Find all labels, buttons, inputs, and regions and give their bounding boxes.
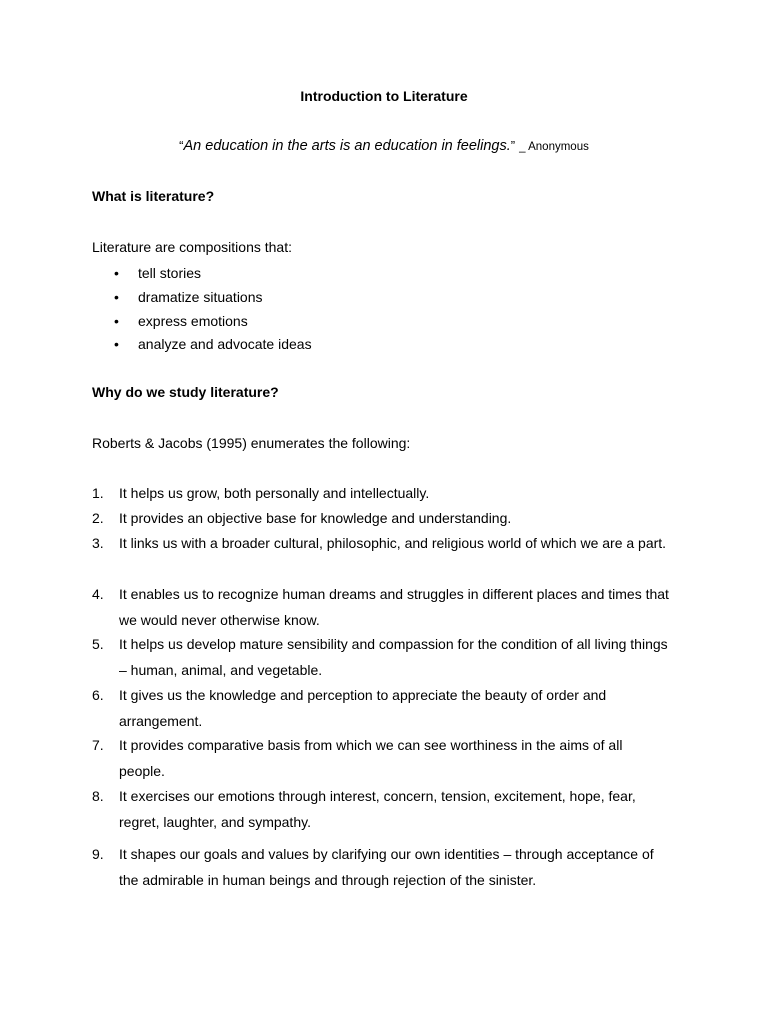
numbered-item (92, 582, 672, 633)
item-number: 7. (92, 737, 104, 753)
item-text: It helps us grow, both personally and intellectually. (119, 485, 430, 501)
numbered-item (92, 733, 672, 784)
bullet-symbol: • (114, 265, 119, 281)
bullet-text: tell stories (138, 265, 202, 281)
item-text: It exercises our emotions through interest, concern, tension, excitement, hope, fear, regret, laughter, and sympathy. (119, 788, 636, 830)
item-text: It shapes our goals and values by clarifying our own identities – through acceptance of the admirable in human beings and through rejection of the sinister. (119, 846, 654, 888)
quote-open-mark: “ (179, 138, 184, 153)
item-text: It links us with a broader cultural, philosophic, and religious world of which we are a part. (119, 535, 667, 551)
numbered-item (92, 784, 672, 835)
bullet-symbol: • (114, 313, 119, 329)
numbered-item (92, 481, 672, 507)
section-intro-what: Literature are compositions that: (92, 239, 292, 255)
item-number: 1. (92, 485, 104, 501)
bullet-item (114, 334, 312, 354)
bullet-symbol: • (114, 336, 119, 352)
item-text: It provides comparative basis from which we can see worthiness in the aims of all people. (119, 737, 623, 779)
item-text: It gives us the knowledge and perception to appreciate the beauty of order and arrangement. (119, 687, 607, 729)
item-text: It provides an objective base for knowledge and understanding. (119, 510, 512, 526)
bullet-item (114, 311, 248, 331)
numbered-item (92, 842, 672, 893)
numbered-item (92, 506, 672, 532)
item-number: 5. (92, 636, 104, 652)
numbered-item (92, 632, 672, 683)
bullet-symbol: • (114, 289, 119, 305)
bullet-item (114, 263, 201, 283)
item-number: 3. (92, 535, 104, 551)
section-heading-what: What is literature? (92, 188, 215, 204)
item-number: 9. (92, 846, 104, 862)
document-title: Introduction to Literature (300, 88, 468, 104)
item-text: It helps us develop mature sensibility and compassion for the condition of all living things – human, animal, and vegetable. (119, 636, 668, 678)
item-text: It enables us to recognize human dreams and struggles in different places and times that we would never otherwise know. (119, 586, 669, 628)
epigraph-quote (0, 136, 768, 157)
section-heading-why: Why do we study literature? (92, 384, 279, 400)
bullet-text: analyze and advocate ideas (138, 336, 312, 352)
item-number: 2. (92, 510, 104, 526)
numbered-item (92, 683, 672, 734)
section-intro-why: Roberts & Jacobs (1995) enumerates the following: (92, 435, 411, 451)
bullet-text: dramatize situations (138, 289, 263, 305)
quote-text: An education in the arts is an education in feelings. (183, 138, 511, 154)
quote-close-mark: ” (510, 138, 516, 153)
bullet-text: express emotions (138, 313, 248, 329)
quote-attribution: _ Anonymous (519, 141, 589, 153)
item-number: 6. (92, 687, 104, 703)
bullet-item (114, 287, 263, 307)
item-number: 4. (92, 586, 104, 602)
item-number: 8. (92, 788, 104, 804)
numbered-item (92, 531, 672, 557)
